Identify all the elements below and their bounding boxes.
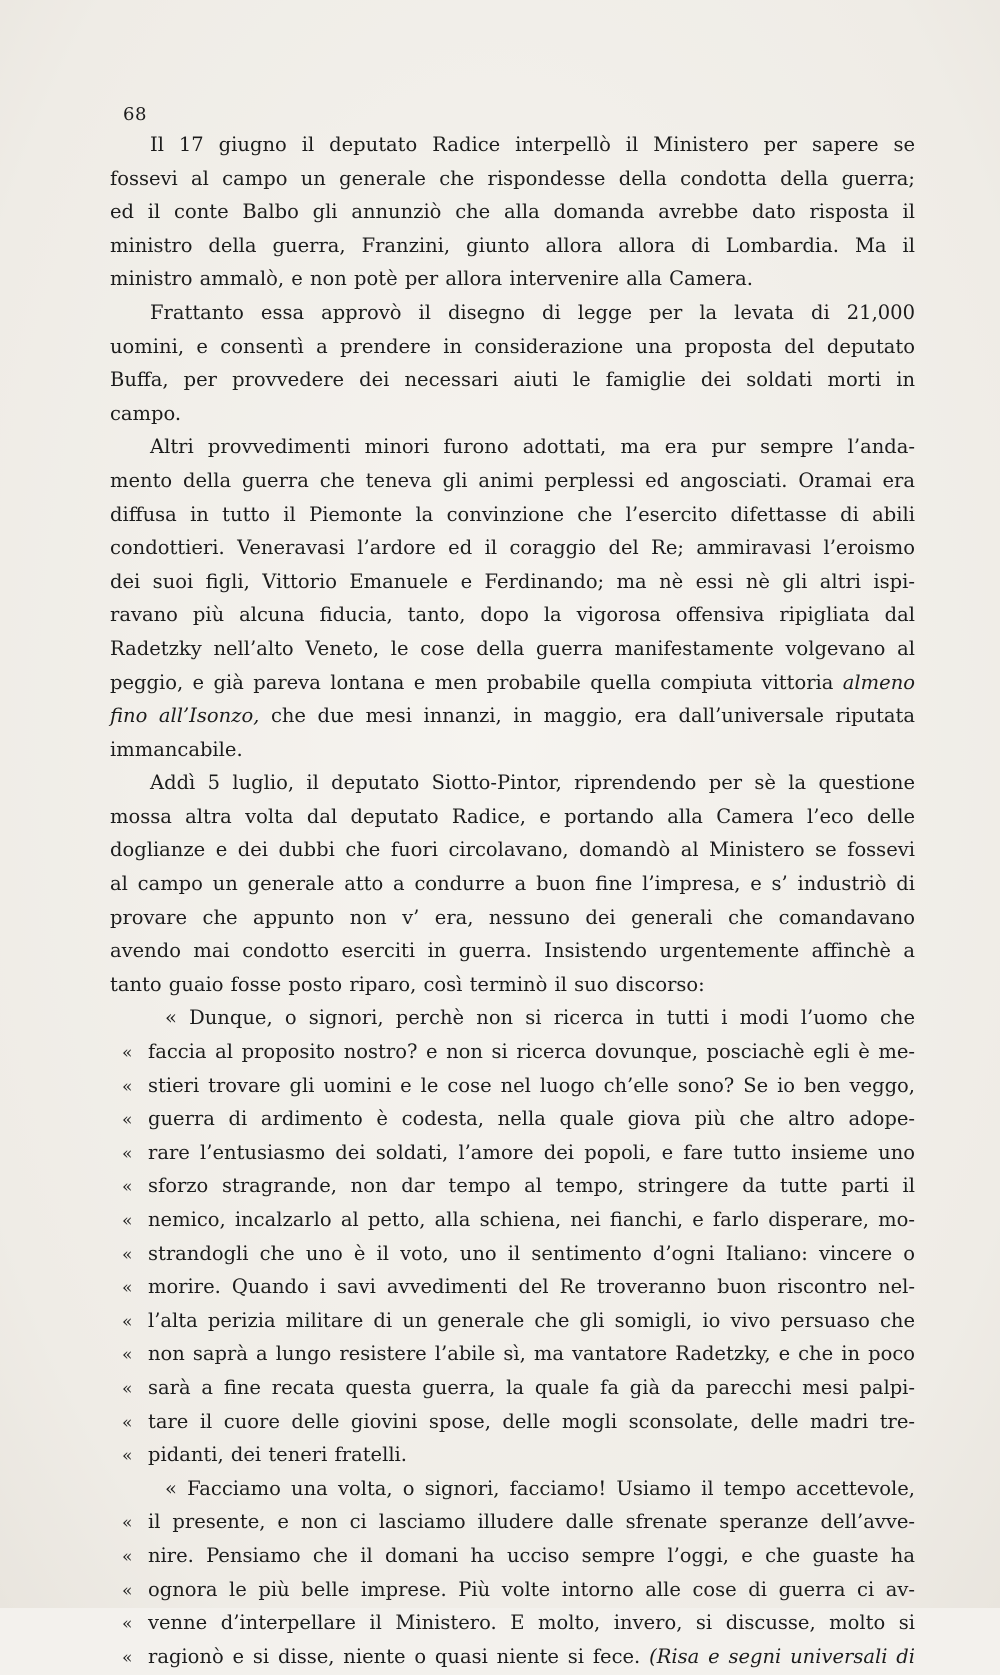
line-text: condottieri. Veneravasi l’ardore ed il coraggio del Re; ammiravasi l’eroismo <box>110 536 915 560</box>
line-text: Buffa, per provvedere dei necessari aiuti le famiglie dei soldati morti in <box>110 368 915 392</box>
italic-text: almeno <box>842 670 915 694</box>
quote-mark: « <box>122 1244 133 1265</box>
text-line <box>110 128 915 162</box>
line-text: ognora le più belle imprese. Più volte intorno alle cose di guerra ci av- <box>148 1577 915 1601</box>
line-text: dei suoi figli, Vittorio Emanuele e Ferdinando; ma nè essi nè gli altri ispi- <box>110 569 915 593</box>
text-line <box>110 867 915 901</box>
line-text: peggio, e già pareva lontana e men probabile quella compiuta vittoria <box>110 670 834 694</box>
text-line <box>110 498 915 532</box>
line-text: venne d’interpellare il Ministero. E molto, invero, si discusse, molto si <box>148 1611 915 1635</box>
text-line <box>110 195 915 229</box>
text-line <box>110 430 915 464</box>
quote-mark: « <box>122 1278 133 1299</box>
line-text: ragionò e si disse, niente o quasi niente si fece. <box>148 1644 641 1668</box>
text-line <box>110 464 915 498</box>
text-line <box>110 766 915 800</box>
quote-mark: « <box>122 1546 133 1567</box>
text-line <box>110 1505 915 1539</box>
text-line <box>110 1472 915 1506</box>
text-line <box>110 162 915 196</box>
line-text: stieri trovare gli uomini e le cose nel luogo ch’elle sono? Se io ben veggo, <box>148 1073 915 1097</box>
quote-mark: « <box>122 1446 133 1467</box>
line-text: nire. Pensiamo che il domani ha ucciso sempre l’oggi, e che guaste ha <box>148 1543 915 1567</box>
line-text: morire. Quando i savi avvedimenti del Re troveranno buon riscontro nel- <box>148 1275 915 1299</box>
line-text: tare il cuore delle giovini spose, delle mogli sconsolate, delle madri tre- <box>148 1409 915 1433</box>
quote-mark: « <box>122 1614 133 1635</box>
line-text: non saprà a lungo resistere l’abile sì, ma vantatore Radetzky, e che in poco <box>148 1342 915 1366</box>
quote-mark: « <box>122 1345 133 1366</box>
line-text: Il 17 giugno il deputato Radice interpellò il Ministero per sapere se <box>150 133 915 156</box>
text-line <box>110 1102 915 1136</box>
italic-text: (Risa e segni universali di <box>649 1644 915 1668</box>
text-line <box>110 1069 915 1103</box>
text-line <box>110 1035 915 1069</box>
line-text: pidanti, dei teneri fratelli. <box>148 1443 407 1467</box>
body-text <box>110 128 915 1673</box>
line-text: il presente, e non ci lasciamo illudere dalle sfrenate speranze dell’avve- <box>148 1510 915 1534</box>
quote-mark: « <box>122 1076 133 1097</box>
quote-mark: « <box>122 1143 133 1164</box>
text-line <box>110 363 915 397</box>
text-line <box>110 934 915 968</box>
line-text: Addì 5 luglio, il deputato Siotto-Pintor, riprendendo per sè la questione <box>150 771 915 795</box>
text-line <box>110 800 915 834</box>
quote-mark: « <box>122 1647 133 1668</box>
line-text: mento della guerra che teneva gli animi perplessi ed angosciati. Oramai era <box>110 468 915 492</box>
line-text: faccia al proposito nostro? e non si ricerca dovunque, posciachè egli è me- <box>148 1040 915 1064</box>
page-number: 68 <box>123 104 147 125</box>
quote-mark: « <box>122 1177 133 1198</box>
text-line <box>110 733 915 767</box>
line-text: tanto guaio fosse posto riparo, così terminò il suo discorso: <box>110 972 705 996</box>
line-text: campo. <box>110 401 182 425</box>
text-line <box>110 565 915 599</box>
text-line <box>110 531 915 565</box>
line-text: nemico, incalzarlo al petto, alla schiena, nei fianchi, e farlo disperare, mo- <box>148 1208 915 1231</box>
line-text: guerra di ardimento è codesta, nella quale giova più che altro adope- <box>148 1107 915 1131</box>
text-line <box>110 833 915 867</box>
text-line <box>110 1371 915 1405</box>
quote-mark: « <box>122 1043 133 1064</box>
text-line <box>110 1304 915 1338</box>
text-line <box>110 1237 915 1271</box>
quote-mark: « <box>122 1311 133 1332</box>
line-text: ravano più alcuna fiducia, tanto, dopo la vigorosa offensiva ripigliata dal <box>110 603 915 627</box>
line-text: immancabile. <box>110 737 243 761</box>
text-line <box>110 1270 915 1304</box>
line-text: Frattanto essa approvò il disegno di legge per la levata di 21,000 <box>150 300 915 324</box>
text-line <box>110 1337 915 1371</box>
line-text: rare l’entusiasmo dei soldati, l’amore dei popoli, e fare tutto insieme uno <box>148 1140 915 1164</box>
line-text: Altri provvedimenti minori furono adottati, ma era pur sempre l’anda- <box>150 435 915 459</box>
line-text: che due mesi innanzi, in maggio, era dall’universale riputata <box>259 704 915 728</box>
line-text: fossevi al campo un generale che rispondesse della condotta della guerra; <box>110 166 915 190</box>
text-line <box>110 330 915 364</box>
line-text: sforzo stragrande, non dar tempo al tempo, stringere da tutte parti il <box>148 1174 915 1198</box>
quote-mark: « <box>122 1513 133 1534</box>
line-text: provare che appunto non v’ era, nessuno dei generali che comandavano <box>110 905 915 929</box>
text-line <box>110 397 915 431</box>
line-text: avendo mai condotto eserciti in guerra. Insistendo urgentemente affinchè a <box>110 939 915 963</box>
quote-mark: « <box>122 1580 133 1601</box>
text-line <box>110 1606 915 1640</box>
text-line <box>110 1539 915 1573</box>
line-text: l’alta perizia militare di un generale che gli somigli, io vivo persuaso che <box>148 1308 915 1332</box>
line-text: ministro ammalò, e non potè per allora intervenire alla Camera. <box>110 267 753 291</box>
line-text: Radetzky nell’alto Veneto, le cose della guerra manifestamente volgevano al <box>110 636 915 660</box>
line-text: ed il conte Balbo gli annunziò che alla domanda avrebbe dato risposta il <box>110 200 915 224</box>
text-line <box>110 262 915 296</box>
line-text: uomini, e consentì a prendere in considerazione una proposta del deputato <box>110 334 915 358</box>
text-line <box>110 1438 915 1472</box>
text-line <box>110 699 915 733</box>
quote-mark: « <box>122 1378 133 1399</box>
line-text: « Dunque, o signori, perchè non si ricerca in tutti i modi l’uomo che <box>165 1006 915 1030</box>
italic-text: fino all’Isonzo, <box>110 704 260 728</box>
line-text: « Facciamo una volta, o signori, facciamo! Usiamo il tempo accettevole, <box>165 1476 915 1500</box>
text-line <box>110 1405 915 1439</box>
line-text: al campo un generale atto a condurre a buon fine l’impresa, e s’ industriò di <box>110 872 915 896</box>
text-line <box>110 1136 915 1170</box>
text-line <box>110 666 915 700</box>
text-line <box>110 296 915 330</box>
text-line <box>110 1640 915 1674</box>
text-line <box>110 968 915 1002</box>
text-line <box>110 1169 915 1203</box>
line-text: sarà a fine recata questa guerra, la quale fa già da parecchi mesi palpi- <box>148 1375 915 1399</box>
quote-mark: « <box>122 1211 133 1231</box>
text-line <box>110 229 915 263</box>
quote-mark: « <box>122 1412 133 1433</box>
text-line <box>110 632 915 666</box>
text-line <box>110 1203 915 1237</box>
line-text: ministro della guerra, Franzini, giunto allora allora di Lombardia. Ma il <box>110 233 915 257</box>
text-line <box>110 598 915 632</box>
line-text: doglianze e dei dubbi che fuori circolavano, domandò al Ministero se fossevi <box>110 838 915 862</box>
text-line <box>110 901 915 935</box>
line-text: strandogli che uno è il voto, uno il sentimento d’ogni Italiano: vincere o <box>148 1241 915 1265</box>
text-line <box>110 1573 915 1607</box>
line-text: diffusa in tutto il Piemonte la convinzione che l’esercito difettasse di abili <box>110 502 915 526</box>
text-line <box>110 1001 915 1035</box>
quote-mark: « <box>122 1110 133 1131</box>
line-text: mossa altra volta dal deputato Radice, e portando alla Camera l’eco delle <box>110 804 915 828</box>
